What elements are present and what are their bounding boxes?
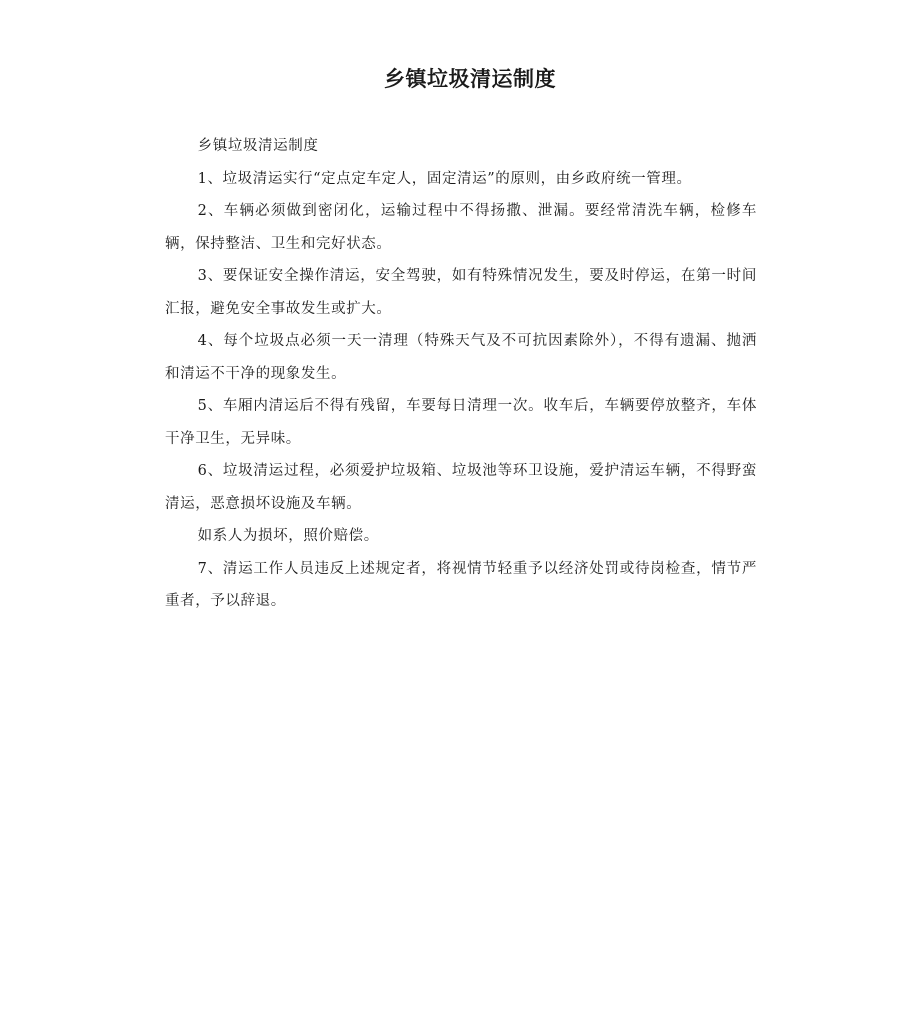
document-body [165, 130, 757, 618]
paragraph-subtitle: 乡镇垃圾清运制度 [197, 138, 319, 154]
paragraph-rule-1: 1、垃圾清运实行“定点定车定人，固定清运”的原则，由乡政府统一管理。 [197, 170, 692, 187]
paragraph-rule-3: 3、要保证安全操作清运，安全驾驶，如有特殊情况发生，要及时停运，在第一时间汇报，避免安全事故发生或扩大。 [165, 268, 757, 317]
paragraph-rule-4: 4、每个垃圾点必须一天一清理（特殊天气及不可抗因素除外），不得有遗漏、抛洒和清运不干净的现象发生。 [165, 333, 757, 382]
paragraph-compensation: 如系人为损坏，照价赔偿。 [197, 528, 379, 544]
paragraph-rule-6: 6、垃圾清运过程，必须爱护垃圾箱、垃圾池等环卫设施，爱护清运车辆，不得野蛮清运，恶意损坏设施及车辆。 [165, 463, 757, 512]
paragraph-rule-7: 7、清运工作人员违反上述规定者，将视情节轻重予以经济处罚或待岗检查，情节严重者，予以辞退。 [165, 560, 757, 609]
document-title: 乡镇垃圾清运制度 [384, 67, 556, 91]
paragraph-rule-5: 5、车厢内清运后不得有残留，车要每日清理一次。收车后，车辆要停放整齐，车体干净卫生，无异味。 [165, 398, 757, 447]
paragraph-rule-2: 2、车辆必须做到密闭化，运输过程中不得扬撒、泄漏。要经常清洗车辆，检修车辆，保持整洁、卫生和完好状态。 [165, 203, 757, 252]
